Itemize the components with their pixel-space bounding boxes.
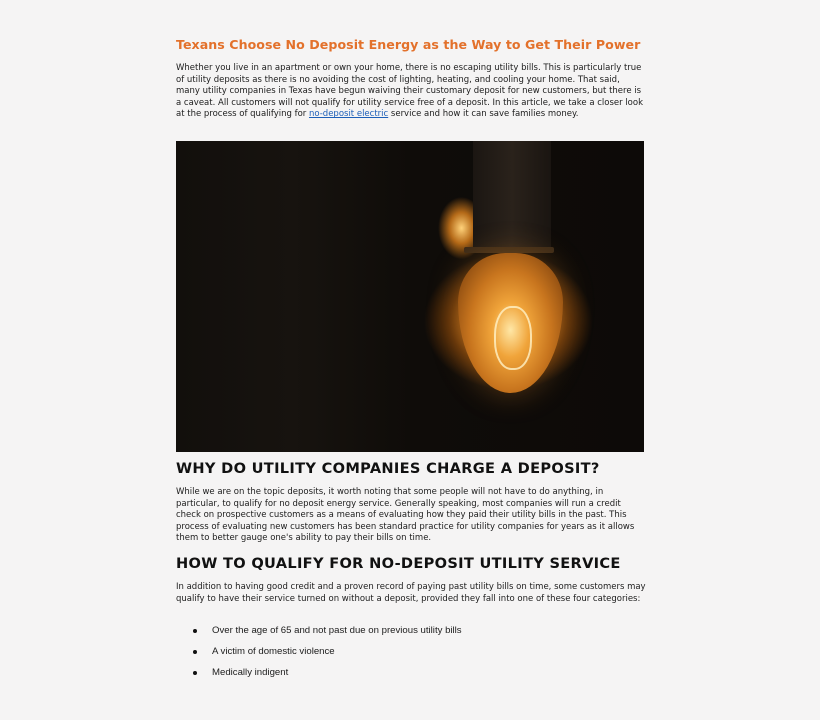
bulb-socket <box>473 141 551 251</box>
section-body-why-deposit: While we are on the topic deposits, it worth noting that some people will not have to do anything, in particular, to qualify for no deposit energy service. Generally speaking, most companies will run a credit check on prospective customers as a means of evaluating how they paid their utility bills in the past. This process of evaluating new customers has been standard practice for utility companies for years as it allows them to better gauge one's ability to pay their bills on time. <box>176 487 635 544</box>
list-item-text: A victim of domestic violence <box>212 646 335 657</box>
list-item <box>176 620 646 641</box>
section-body-how-to-qualify: In addition to having good credit and a proven record of paying past utility bills on time, some customers may qualify to have their service turned on without a deposit, provided they fall into one of these four categories: <box>176 582 646 604</box>
intro-text: Whether you live in an apartment or own your home, there is no escaping utility bills. This is particularly true of utility deposits as there is no avoiding the cost of lighting, heating, and cooling your home. That said, many utility companies in Texas have begun waiving their customary deposit for new customers, but there is a caveat. All customers will not qualify for utility service free of a deposit. In this article, we take a closer look at the process of qualifying for <box>176 63 644 120</box>
hero-image-light-bulb <box>176 141 644 452</box>
bullet-icon <box>193 650 197 654</box>
list-item-text: Medically indigent <box>212 667 289 678</box>
section-heading-how-to-qualify: HOW TO QUALIFY FOR NO-DEPOSIT UTILITY SERVICE <box>176 555 621 572</box>
qualification-list <box>176 620 646 683</box>
bullet-icon <box>193 629 197 633</box>
intro-text-end: service and how it can save families money. <box>388 109 579 120</box>
list-item <box>176 662 646 683</box>
bulb-filament <box>494 306 532 370</box>
bullet-icon <box>193 671 197 675</box>
no-deposit-electric-link[interactable]: no-deposit electric <box>308 109 389 120</box>
list-item <box>176 641 646 662</box>
intro-paragraph <box>176 63 646 121</box>
article-title: Texans Choose No Deposit Energy as the Way to Get Their Power <box>176 37 641 52</box>
list-item-text: Over the age of 65 and not past due on previous utility bills <box>212 625 462 636</box>
section-heading-why-deposit: WHY DO UTILITY COMPANIES CHARGE A DEPOSIT? <box>176 460 600 477</box>
